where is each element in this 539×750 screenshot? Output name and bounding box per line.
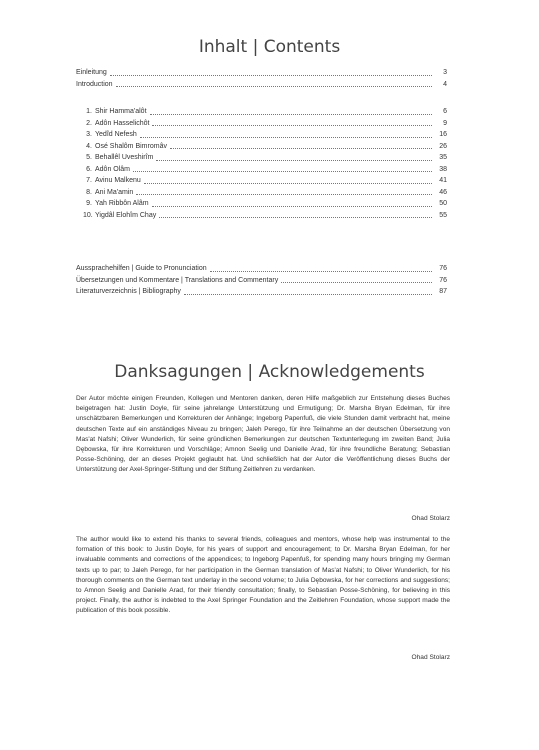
toc-chapter-entry[interactable] bbox=[76, 141, 447, 153]
chapter-title: Yedîd Nefesh bbox=[95, 131, 137, 138]
leader-dots bbox=[184, 293, 432, 295]
toc-entry[interactable] bbox=[76, 263, 447, 275]
toc-chapter-list bbox=[76, 106, 447, 221]
toc-entry-label: Introduction bbox=[76, 80, 113, 88]
toc-chapter-entry[interactable] bbox=[76, 129, 447, 141]
chapter-page: 46 bbox=[439, 188, 447, 196]
toc-appendix-list bbox=[76, 263, 447, 298]
leader-dots bbox=[136, 193, 432, 195]
chapter-title: Adôn Hasselichôt bbox=[95, 119, 150, 127]
acknowledgements-english-paragraph: The author would like to extend his thanks to several friends, colleagues and mentors, whose help was instrumental to the formation of this book: to Justin Doyle, for his years of support and encouragement; to Dr. Marsha Bryan Edelman, for her invaluable comments and corrections of the appendices; to Ingeborg Papenfuß, for spending many hours bringing my German texts up to par; to Jaleh Perego, for her participation in the German translation of Mas'at Nafshi; to Oliver Wunderlich, for his thorough comments on the German text underlay in the second volume; to Julia Dębowska, for her corrections and suggestions; to Amnon Seelig and Danielle Arad, for their friendly consultation; finally, to Sebastian Posse-Schöning, for believing in this project. Finally, the author is indebted to the Axel Springer Foundation and the Zeitlehren Foundation, whose support made the publication of this book possible. bbox=[76, 536, 450, 615]
chapter-number: 3. bbox=[86, 131, 92, 138]
toc-entry-label: Aussprachehilfen | Guide to Pronunciation bbox=[76, 265, 207, 272]
toc-entry-label: Literaturverzeichnis | Bibliography bbox=[76, 288, 181, 295]
chapter-page: 55 bbox=[439, 211, 447, 219]
acknowledgements-german-paragraph: Der Autor möchte einigen Freunden, Kollegen und Mentoren danken, deren Hilfe maßgeblich zur Entstehung dieses Buches beigetragen hat: Justin Doyle, für seine jahrelange Unterstützung und Ermutigung; Dr. Marsha Bryan Edelman, für ihre unschätzbaren Bemerkungen und Korrekturen der Anhänge; Ingeborg Papenfuß, die viele Stunden damit verbracht hat, meine deutschen Texte auf ein anständiges Niveau zu bringen; Jaleh Perego, für ihre Teilnahme an der deutschen Übersetzung von Mas'at Nafshi; Oliver Wunderlich, für seine gründlichen Bemerkungen zur deutschen Textunterlegung im zweiten Band; Julia Dębowska, für ihre Korrekturen und Vorschläge; Amnon Seelig und Danielle Arad, für ihre freundliche Beratung; Sebastian Posse-Schöning, der an dieses Projekt geglaubt hat. Und schließlich hat der Autor die Veröffentlichung dieses Buchs der Unterstützung der Axel-Springer-Stiftung und der Stiftung Zeitlehren zu verdanken. bbox=[76, 395, 450, 474]
toc-entry[interactable] bbox=[76, 275, 447, 287]
chapter-title: Behallêl Uveshirîm bbox=[95, 154, 154, 161]
leader-dots bbox=[156, 159, 432, 161]
toc-entry-page: 76 bbox=[439, 276, 447, 284]
chapter-title: Osé Shalôm Bimromâv bbox=[95, 142, 167, 150]
leader-dots bbox=[152, 124, 432, 126]
leader-dots bbox=[144, 182, 432, 184]
toc-chapter-entry[interactable] bbox=[76, 175, 447, 187]
chapter-number: 5. bbox=[86, 154, 92, 161]
toc-entry[interactable] bbox=[76, 67, 447, 79]
chapter-number: 6. bbox=[86, 165, 92, 173]
chapter-title: Adôn Olâm bbox=[95, 165, 131, 173]
leader-dots bbox=[159, 216, 432, 218]
toc-entry-page: 87 bbox=[439, 288, 447, 295]
chapter-number: 1. bbox=[86, 108, 92, 115]
chapter-page: 9 bbox=[443, 119, 447, 127]
chapter-number: 4. bbox=[86, 142, 92, 150]
toc-entry-page: 3 bbox=[443, 69, 447, 76]
chapter-page: 35 bbox=[439, 154, 447, 161]
chapter-number: 10. bbox=[83, 211, 93, 219]
toc-entry-page: 76 bbox=[439, 265, 447, 272]
english-signature: Ohad Stolarz bbox=[411, 654, 450, 661]
leader-dots bbox=[210, 270, 432, 272]
chapter-page: 16 bbox=[439, 131, 447, 138]
chapter-title: Avinu Malkenu bbox=[95, 177, 141, 184]
chapter-title: Shir Hamma'alôt bbox=[95, 108, 147, 115]
acknowledgements-heading: Danksagungen | Acknowledgements bbox=[114, 362, 425, 382]
chapter-title: Ani Ma'amin bbox=[95, 188, 134, 196]
toc-chapter-entry[interactable] bbox=[76, 187, 447, 199]
toc-entry[interactable] bbox=[76, 286, 447, 298]
toc-chapter-entry[interactable] bbox=[76, 152, 447, 164]
toc-entry-label: Übersetzungen und Kommentare | Translations and Commentary bbox=[76, 276, 279, 284]
leader-dots bbox=[116, 85, 432, 87]
toc-intro-list bbox=[76, 67, 447, 90]
toc-chapter-entry[interactable] bbox=[76, 210, 447, 222]
leader-dots bbox=[150, 113, 432, 115]
german-signature: Ohad Stolarz bbox=[411, 515, 450, 522]
chapter-page: 50 bbox=[439, 200, 447, 207]
toc-chapter-entry[interactable] bbox=[76, 106, 447, 118]
toc-entry-label: Einleitung bbox=[76, 69, 107, 76]
leader-dots bbox=[281, 281, 432, 283]
chapter-title: Yah Ribbôn Alâm bbox=[95, 200, 149, 207]
toc-entry[interactable] bbox=[76, 79, 447, 91]
leader-dots bbox=[170, 147, 432, 149]
toc-entry-page: 4 bbox=[443, 80, 447, 88]
leader-dots bbox=[110, 74, 432, 76]
toc-chapter-entry[interactable] bbox=[76, 164, 447, 176]
leader-dots bbox=[152, 205, 432, 207]
chapter-number: 9. bbox=[86, 200, 92, 207]
toc-chapter-entry[interactable] bbox=[76, 198, 447, 210]
leader-dots bbox=[133, 170, 432, 172]
chapter-page: 6 bbox=[443, 108, 447, 115]
chapter-page: 41 bbox=[439, 177, 447, 184]
toc-chapter-entry[interactable] bbox=[76, 118, 447, 130]
chapter-page: 38 bbox=[439, 165, 447, 173]
chapter-number: 8. bbox=[86, 188, 92, 196]
contents-heading: Inhalt | Contents bbox=[198, 37, 341, 57]
chapter-title: Yigdâl Elohîm Chay bbox=[95, 211, 157, 219]
chapter-page: 26 bbox=[439, 142, 447, 150]
chapter-number: 7. bbox=[86, 177, 92, 184]
chapter-number: 2. bbox=[86, 119, 92, 127]
leader-dots bbox=[140, 136, 432, 138]
